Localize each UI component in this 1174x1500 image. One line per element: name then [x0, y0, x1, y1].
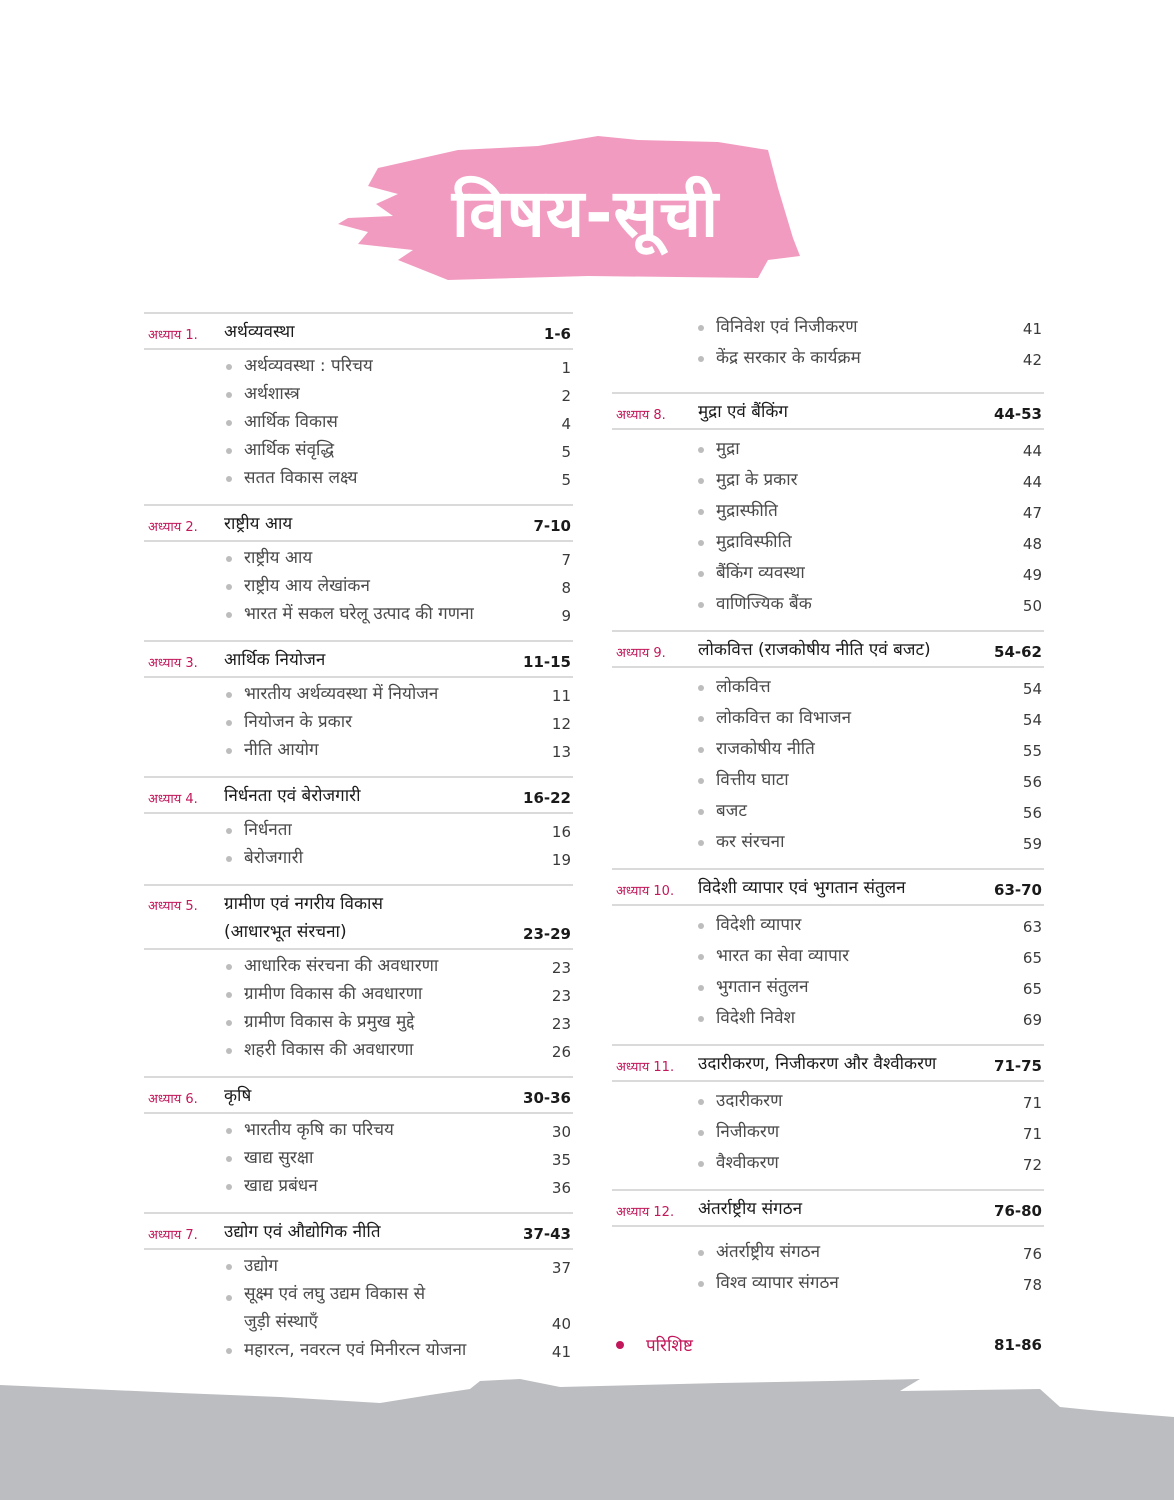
topic-page: 26 — [551, 1043, 571, 1061]
page-title-banner — [338, 128, 803, 288]
topic-page: 41 — [551, 1343, 571, 1361]
topic-title: मुद्रास्फीति — [716, 501, 778, 521]
chapter-pages: 71-75 — [994, 1057, 1042, 1075]
topic-page: 49 — [1022, 566, 1042, 584]
chapter-title-line2: (आधारभूत संरचना) — [224, 922, 347, 942]
appendix-entry[interactable] — [612, 1333, 1044, 1356]
chapter-pages: 11-15 — [523, 653, 571, 671]
chapter-7 — [144, 1212, 573, 1364]
bullet-icon — [698, 1130, 704, 1136]
topic-title: निजीकरण — [716, 1122, 780, 1142]
bullet-icon — [226, 448, 232, 454]
chapter-pages: 23-29 — [523, 925, 571, 943]
bullet-icon — [226, 1048, 232, 1054]
chapter-11 — [612, 1044, 1044, 1177]
topic-title: उद्योग — [244, 1256, 278, 1276]
chapter-pages: 54-62 — [994, 643, 1042, 661]
topic-title: लोकवित्त का विभाजन — [716, 708, 852, 728]
bullet-icon — [698, 571, 704, 577]
bullet-icon — [698, 985, 704, 991]
topic-page: 5 — [561, 443, 571, 461]
bullet-icon — [698, 685, 704, 691]
chapter-label: अध्याय 8. — [616, 408, 666, 423]
topic-page: 44 — [1022, 473, 1042, 491]
topic-title: भुगतान संतुलन — [716, 977, 809, 997]
bullet-icon — [226, 476, 232, 482]
topic-title: विदेशी निवेश — [716, 1008, 796, 1028]
bullet-icon — [698, 447, 704, 453]
chapter-label: अध्याय 9. — [616, 646, 666, 661]
bullet-icon — [698, 356, 704, 362]
chapter-heading[interactable] — [144, 1076, 573, 1114]
topic-item[interactable] — [696, 587, 1042, 618]
topic-title: भारतीय अर्थव्यवस्था में नियोजन — [244, 684, 439, 704]
bullet-icon — [226, 692, 232, 698]
bullet-icon — [698, 809, 704, 815]
toc-right-column — [612, 310, 1044, 1356]
topic-title: मुद्राविस्फीति — [716, 532, 792, 552]
topic-item[interactable] — [224, 680, 571, 708]
chapter-label: अध्याय 7. — [148, 1228, 198, 1243]
topic-item[interactable] — [224, 352, 571, 380]
bullet-icon — [226, 612, 232, 618]
topic-page: 48 — [1022, 535, 1042, 553]
topic-title: लोकवित्त — [716, 677, 771, 697]
topic-title: शहरी विकास की अवधारणा — [244, 1040, 414, 1060]
topic-page: 11 — [551, 687, 571, 705]
chapter-label: अध्याय 4. — [148, 792, 198, 807]
topic-title: वित्तीय घाटा — [716, 770, 789, 790]
topic-item[interactable] — [696, 794, 1042, 825]
topic-title: नीति आयोग — [244, 740, 319, 760]
chapter-pages: 37-43 — [523, 1225, 571, 1243]
topic-title: नियोजन के प्रकार — [244, 712, 353, 732]
topic-page: 65 — [1022, 949, 1042, 967]
chapter-heading[interactable] — [144, 640, 573, 678]
topic-page: 40 — [551, 1315, 571, 1333]
topic-page: 72 — [1022, 1156, 1042, 1174]
topic-page: 30 — [551, 1123, 571, 1141]
bullet-icon — [226, 748, 232, 754]
topic-page: 78 — [1022, 1276, 1042, 1294]
bullet-icon — [698, 602, 704, 608]
bullet-icon — [616, 1341, 624, 1349]
topic-title: विदेशी व्यापार — [716, 915, 802, 935]
topic-item[interactable] — [224, 600, 571, 628]
topic-page: 65 — [1022, 980, 1042, 998]
chapter-heading[interactable] — [612, 1189, 1044, 1227]
topic-title: बजट — [716, 801, 747, 821]
chapter-4 — [144, 776, 573, 872]
topic-page: 7 — [561, 551, 571, 569]
gray-brush-footer-band — [0, 1375, 1174, 1500]
topic-title: अर्थशास्त्र — [244, 384, 300, 404]
chapter-pages: 16-22 — [523, 789, 571, 807]
bullet-icon — [226, 828, 232, 834]
chapter-title: मुद्रा एवं बैंकिंग — [698, 402, 788, 422]
chapter-label: अध्याय 12. — [616, 1205, 675, 1220]
topic-item[interactable] — [696, 701, 1042, 732]
topic-item[interactable] — [224, 436, 571, 464]
chapter-5 — [144, 884, 573, 1064]
topic-page: 56 — [1022, 804, 1042, 822]
topic-title: महारत्न, नवरत्न एवं मिनीरत्न योजना — [244, 1340, 467, 1360]
bullet-icon — [226, 1156, 232, 1162]
chapter-7-continued — [612, 310, 1044, 372]
chapter-label: अध्याय 1. — [148, 328, 198, 343]
topic-page: 55 — [1022, 742, 1042, 760]
topic-page: 37 — [551, 1259, 571, 1277]
topic-page: 44 — [1022, 442, 1042, 460]
appendix-title: परिशिष्ट — [646, 1336, 693, 1356]
topic-page: 69 — [1022, 1011, 1042, 1029]
chapter-heading[interactable] — [612, 392, 1044, 430]
toc-left-column — [144, 312, 573, 1376]
topic-item[interactable] — [696, 1001, 1042, 1032]
topic-page: 59 — [1022, 835, 1042, 853]
topic-title: विश्व व्यापार संगठन — [716, 1273, 839, 1293]
topic-item[interactable] — [696, 463, 1042, 494]
topic-item[interactable] — [696, 556, 1042, 587]
topic-page: 47 — [1022, 504, 1042, 522]
chapter-pages: 63-70 — [994, 881, 1042, 899]
topic-item[interactable] — [696, 939, 1042, 970]
topic-item[interactable] — [696, 763, 1042, 794]
chapter-title: उदारीकरण, निजीकरण और वैश्वीकरण — [698, 1054, 937, 1074]
topic-title: आर्थिक विकास — [244, 412, 338, 432]
topic-title: अर्थव्यवस्था : परिचय — [244, 356, 373, 376]
topic-title: वाणिज्यिक बैंक — [716, 594, 812, 614]
chapter-title: लोकवित्त (राजकोषीय नीति एवं बजट) — [698, 640, 931, 660]
topic-page: 23 — [551, 959, 571, 977]
topic-title: भारतीय कृषि का परिचय — [244, 1120, 394, 1140]
topic-title: कर संरचना — [716, 832, 785, 852]
topic-title-line2: जुड़ी संस्थाएँ — [244, 1312, 318, 1332]
topic-title: मुद्रा — [716, 439, 740, 459]
topic-title: ग्रामीण विकास के प्रमुख मुद्दे — [244, 1012, 415, 1032]
bullet-icon — [226, 1128, 232, 1134]
chapter-title: निर्धनता एवं बेरोजगारी — [224, 786, 361, 806]
topic-item[interactable] — [224, 952, 571, 980]
topic-title: खाद्य सुरक्षा — [244, 1148, 314, 1168]
topic-item[interactable] — [224, 816, 571, 844]
topic-title: निर्धनता — [244, 820, 292, 840]
bullet-icon — [698, 509, 704, 515]
topic-item[interactable] — [224, 844, 571, 872]
topic-page: 71 — [1022, 1094, 1042, 1112]
topic-page: 35 — [551, 1151, 571, 1169]
chapter-label: अध्याय 6. — [148, 1092, 198, 1107]
bullet-icon — [226, 856, 232, 862]
chapter-title: कृषि — [224, 1086, 252, 1106]
chapter-title: आर्थिक नियोजन — [224, 650, 326, 670]
chapter-heading[interactable] — [612, 630, 1044, 668]
bullet-icon — [698, 1250, 704, 1256]
topic-item[interactable] — [696, 1266, 1042, 1297]
topic-page: 1 — [561, 359, 571, 377]
topic-title: भारत का सेवा व्यापार — [716, 946, 850, 966]
topic-title — [244, 1280, 552, 1336]
topic-item[interactable] — [224, 464, 571, 492]
topic-page: 2 — [561, 387, 571, 405]
topic-title: भारत में सकल घरेलू उत्पाद की गणना — [244, 604, 474, 624]
bullet-icon — [226, 1184, 232, 1190]
topic-page: 54 — [1022, 711, 1042, 729]
chapter-label: अध्याय 3. — [148, 656, 198, 671]
topic-item[interactable] — [696, 825, 1042, 856]
chapter-pages: 44-53 — [994, 405, 1042, 423]
chapter-heading[interactable] — [144, 776, 573, 814]
chapter-pages: 1-6 — [543, 325, 571, 343]
chapter-10 — [612, 868, 1044, 1032]
topic-title: वैश्वीकरण — [716, 1153, 779, 1173]
chapter-heading[interactable] — [612, 868, 1044, 906]
bullet-icon — [698, 478, 704, 484]
appendix-pages: 81-86 — [994, 1335, 1042, 1354]
topic-title: विनिवेश एवं निजीकरण — [716, 317, 858, 337]
topic-item[interactable] — [224, 544, 571, 572]
topic-title: ग्रामीण विकास की अवधारणा — [244, 984, 423, 1004]
topic-title: बेरोजगारी — [244, 848, 304, 868]
bullet-icon — [226, 1020, 232, 1026]
topic-title: अंतर्राष्ट्रीय संगठन — [716, 1242, 821, 1262]
chapter-title: अंतर्राष्ट्रीय संगठन — [698, 1199, 803, 1219]
topic-page: 56 — [1022, 773, 1042, 791]
chapter-pages: 76-80 — [994, 1202, 1042, 1220]
bullet-icon — [698, 778, 704, 784]
topic-item[interactable] — [224, 980, 571, 1008]
topic-item[interactable] — [224, 1336, 571, 1364]
topic-page: 8 — [561, 579, 571, 597]
bullet-icon — [698, 747, 704, 753]
topic-page: 71 — [1022, 1125, 1042, 1143]
topic-title: बैंकिंग व्यवस्था — [716, 563, 805, 583]
topic-item[interactable] — [696, 1146, 1042, 1177]
topic-title: राजकोषीय नीति — [716, 739, 815, 759]
chapter-heading[interactable] — [144, 884, 573, 950]
bullet-icon — [698, 1281, 704, 1287]
chapter-3 — [144, 640, 573, 764]
bullet-icon — [226, 992, 232, 998]
topic-title: राष्ट्रीय आय लेखांकन — [244, 576, 370, 596]
topic-item[interactable] — [696, 341, 1042, 372]
topic-page: 16 — [551, 823, 571, 841]
topic-page: 42 — [1022, 351, 1042, 369]
topic-item[interactable] — [224, 708, 571, 736]
bullet-icon — [226, 1295, 232, 1301]
topic-title: आधारिक संरचना की अवधारणा — [244, 956, 439, 976]
topic-title: सतत विकास लक्ष्य — [244, 468, 358, 488]
bullet-icon — [698, 1161, 704, 1167]
chapter-pages: 30-36 — [523, 1089, 571, 1107]
chapter-heading[interactable] — [144, 1212, 573, 1250]
topic-page: 23 — [551, 987, 571, 1005]
topic-page: 12 — [551, 715, 571, 733]
chapter-title: अर्थव्यवस्था — [224, 322, 295, 342]
chapter-heading[interactable] — [612, 1044, 1044, 1082]
topic-page: 9 — [561, 607, 571, 625]
topic-item[interactable] — [696, 1084, 1042, 1115]
chapter-6 — [144, 1076, 573, 1200]
chapter-pages: 7-10 — [533, 517, 571, 535]
bullet-icon — [226, 584, 232, 590]
chapter-2 — [144, 504, 573, 628]
topic-item[interactable] — [696, 1235, 1042, 1266]
bullet-icon — [226, 364, 232, 370]
bullet-icon — [698, 1016, 704, 1022]
bullet-icon — [698, 1099, 704, 1105]
topic-page: 63 — [1022, 918, 1042, 936]
topic-page: 36 — [551, 1179, 571, 1197]
topic-item[interactable] — [224, 736, 571, 764]
bullet-icon — [226, 1348, 232, 1354]
topic-item[interactable] — [224, 380, 571, 408]
topic-title: उदारीकरण — [716, 1091, 783, 1111]
topic-item[interactable] — [696, 525, 1042, 556]
bullet-icon — [226, 420, 232, 426]
topic-item[interactable] — [696, 494, 1042, 525]
topic-page: 76 — [1022, 1245, 1042, 1263]
chapter-1 — [144, 312, 573, 492]
topic-page: 4 — [561, 415, 571, 433]
topic-item[interactable] — [224, 1036, 571, 1064]
page-title: विषय-सूची — [451, 175, 720, 252]
topic-page: 23 — [551, 1015, 571, 1033]
bullet-icon — [226, 1264, 232, 1270]
bullet-icon — [226, 392, 232, 398]
topic-item[interactable] — [224, 1252, 571, 1280]
bullet-icon — [698, 954, 704, 960]
chapter-title-line1: ग्रामीण एवं नगरीय विकास — [224, 894, 383, 914]
topic-title: राष्ट्रीय आय — [244, 548, 313, 568]
chapter-title — [224, 890, 523, 946]
bullet-icon — [698, 716, 704, 722]
topic-title: मुद्रा के प्रकार — [716, 470, 798, 490]
chapter-title: उद्योग एवं औद्योगिक नीति — [224, 1222, 381, 1242]
topic-item[interactable] — [696, 310, 1042, 341]
topic-item[interactable] — [224, 1008, 571, 1036]
topic-title: आर्थिक संवृद्धि — [244, 440, 335, 460]
bullet-icon — [698, 325, 704, 331]
chapter-label: अध्याय 2. — [148, 520, 198, 535]
topic-item[interactable] — [696, 970, 1042, 1001]
topic-page: 19 — [551, 851, 571, 869]
chapter-9 — [612, 630, 1044, 856]
bullet-icon — [698, 923, 704, 929]
topic-item[interactable] — [224, 572, 571, 600]
topic-item[interactable] — [696, 670, 1042, 701]
chapter-label: अध्याय 11. — [616, 1060, 675, 1075]
topic-page: 13 — [551, 743, 571, 761]
topic-page: 5 — [561, 471, 571, 489]
topic-item[interactable] — [696, 432, 1042, 463]
topic-page: 50 — [1022, 597, 1042, 615]
bullet-icon — [698, 540, 704, 546]
topic-title: केंद्र सरकार के कार्यक्रम — [716, 348, 861, 368]
topic-item[interactable] — [224, 1116, 571, 1144]
topic-title: खाद्य प्रबंधन — [244, 1176, 318, 1196]
bullet-icon — [698, 840, 704, 846]
chapter-heading[interactable] — [144, 504, 573, 542]
chapter-12 — [612, 1189, 1044, 1297]
bullet-icon — [226, 964, 232, 970]
topic-item[interactable] — [224, 408, 571, 436]
chapter-label: अध्याय 5. — [148, 899, 198, 914]
topic-title-line1: सूक्ष्म एवं लघु उद्यम विकास से — [244, 1284, 426, 1304]
chapter-label: अध्याय 10. — [616, 884, 675, 899]
chapter-title: विदेशी व्यापार एवं भुगतान संतुलन — [698, 878, 906, 898]
topic-item[interactable] — [696, 732, 1042, 763]
bullet-icon — [226, 720, 232, 726]
chapter-8 — [612, 392, 1044, 618]
topic-page: 54 — [1022, 680, 1042, 698]
chapter-title: राष्ट्रीय आय — [224, 514, 293, 534]
chapter-heading[interactable] — [144, 312, 573, 350]
topic-item[interactable] — [224, 1280, 571, 1336]
topic-page: 41 — [1022, 320, 1042, 338]
topic-item[interactable] — [696, 1115, 1042, 1146]
bullet-icon — [226, 556, 232, 562]
topic-item[interactable] — [224, 1144, 571, 1172]
topic-item[interactable] — [224, 1172, 571, 1200]
topic-item[interactable] — [696, 908, 1042, 939]
